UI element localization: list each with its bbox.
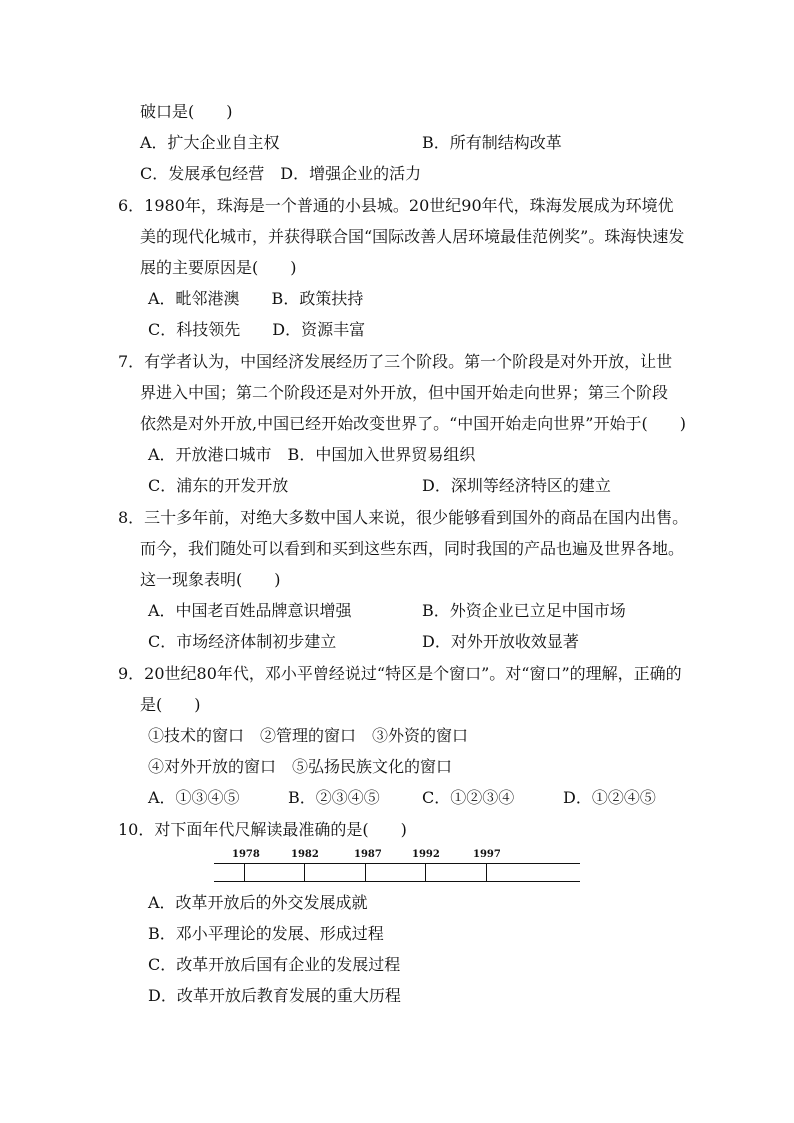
q9-option-b: B．②③④⑤ — [288, 788, 380, 807]
q7-stem-line2: 界进入中国；第二个阶段还是对外开放，但中国开始走向世界；第三个阶段 — [140, 383, 669, 402]
q10-option-b: B．邓小平理论的发展、形成过程 — [148, 924, 384, 943]
q5-stem-end: 破口是( ) — [140, 102, 233, 121]
q8-option-c: C．市场经济体制初步建立 — [148, 632, 337, 651]
q5-option-a: A．扩大企业自主权 — [140, 133, 280, 152]
q9-stem-line1: 9．20世纪80年代，邓小平曾经说过“特区是个窗口”。对“窗口”的理解，正确的 — [118, 664, 682, 683]
q5-option-b: B．所有制结构改革 — [422, 133, 562, 152]
q8-stem-line1: 8．三十多年前，对绝大多数中国人来说，很少能够看到国外的商品在国内出售。 — [118, 508, 689, 527]
q8-option-a: A．中国老百姓品牌意识增强 — [148, 601, 352, 620]
q7-options-ab: A．开放港口城市 B．中国加入世界贸易组织 — [148, 445, 476, 464]
q7-option-c: C．浦东的开发开放 — [148, 476, 289, 495]
q6-stem-line3: 展的主要原因是( ) — [140, 258, 297, 277]
q10-option-c: C．改革开放后国有企业的发展过程 — [148, 955, 401, 974]
q9-items-line2: ④对外开放的窗口 ⑤弘扬民族文化的窗口 — [148, 757, 453, 776]
q6-stem-line1: 6．1980年，珠海是一个普通的小县城。20世纪90年代，珠海发展成为环境优 — [118, 196, 674, 215]
q5-options-cd: C．发展承包经营 D．增强企业的活力 — [140, 164, 422, 183]
timeline-year-1987: 1987 — [354, 849, 382, 860]
q8-stem-line2: 而今，我们随处可以看到和买到这些东西，同时我国的产品也遍及世界各地。 — [140, 539, 685, 558]
q10-stem: 10．对下面年代尺解读最准确的是( ) — [118, 820, 407, 839]
q9-items-line1: ①技术的窗口 ②管理的窗口 ③外资的窗口 — [148, 726, 469, 745]
q9-option-a: A．①③④⑤ — [148, 788, 240, 807]
q6-stem-line2: 美的现代化城市，并获得联合国“国际改善人居环境最佳范例奖”。珠海快速发 — [140, 227, 685, 246]
q8-option-b: B．外资企业已立足中国市场 — [422, 601, 626, 620]
timeline-year-1997: 1997 — [473, 849, 501, 860]
q7-stem-line1: 7．有学者认为，中国经济发展经历了三个阶段。第一个阶段是对外开放，让世 — [118, 352, 673, 371]
q9-option-c: C．①②③④ — [422, 788, 515, 807]
q7-option-d: D．深圳等经济特区的建立 — [422, 476, 611, 495]
q9-stem-line2: 是( ) — [140, 695, 201, 714]
q8-option-d: D．对外开放收效显著 — [422, 632, 579, 651]
q8-stem-line3: 这一现象表明( ) — [140, 570, 281, 589]
timeline-ruler — [214, 846, 580, 884]
q7-stem-line3: 依然是对外开放,中国已经开始改变世界了。“中国开始走向世界”开始于( ) — [140, 414, 686, 433]
q10-option-d: D．改革开放后教育发展的重大历程 — [148, 986, 401, 1005]
timeline-year-1992: 1992 — [412, 849, 440, 860]
q6-options-ab: A．毗邻港澳 B．政策扶持 — [148, 289, 364, 308]
timeline-year-1982: 1982 — [291, 849, 319, 860]
timeline-year-1978: 1978 — [232, 849, 260, 860]
q6-options-cd: C．科技领先 D．资源丰富 — [148, 320, 366, 339]
q10-option-a: A．改革开放后的外交发展成就 — [148, 893, 368, 912]
q9-option-d: D．①②④⑤ — [563, 788, 656, 807]
timeline-lines — [214, 846, 580, 884]
